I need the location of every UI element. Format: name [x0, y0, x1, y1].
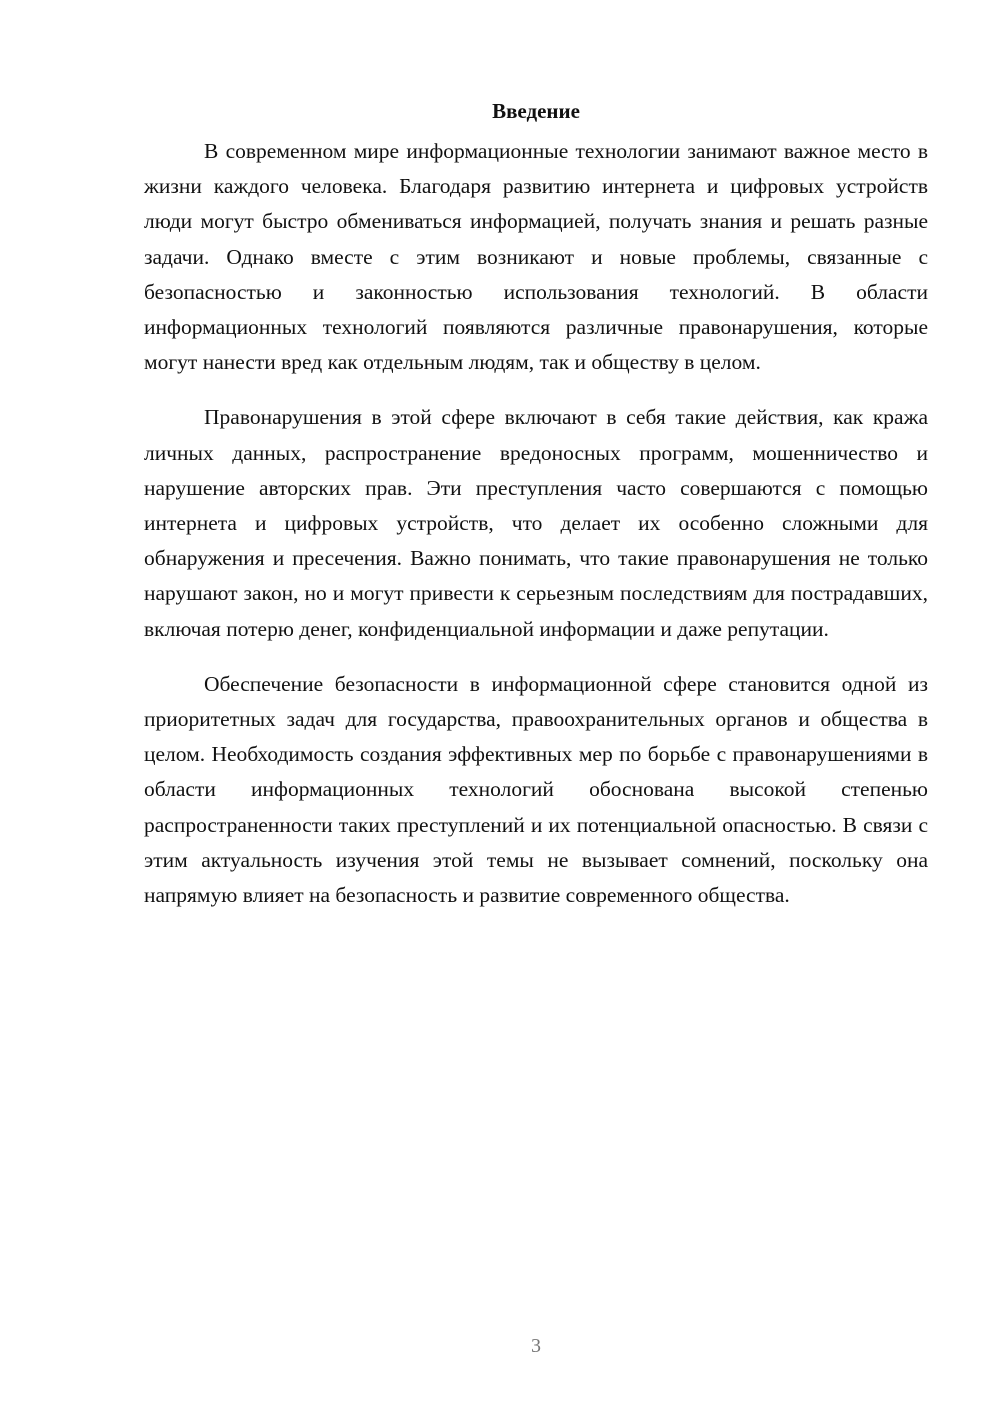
document-body: [144, 96, 928, 933]
paragraph-2: Правонарушения в этой сфере включают в себя такие действия, как кража личных данных, распространение вредоносных программ, мошенничество и нарушение авторских прав. Эти преступления часто совершаются с помощью интернета и цифровых устройств, что делает их особенно сложными для обнаружения и пресечения. Важно понимать, что такие правонарушения не только нарушают закон, но и могут привести к серьезным последствиям для пострадавших, включая потерю денег, конфиденциальной информации и даже репутации.: [144, 405, 928, 641]
paragraph-3: Обеспечение безопасности в информационной сфере становится одной из приоритетных задач для государства, правоохранительных органов и общества в целом. Необходимость создания эффективных мер по борьбе с правонарушениями в области информационных технологий обоснована высокой степенью распространенности таких преступлений и их потенциальной опасностью. В связи с этим актуальность изучения этой темы не вызывает сомнений, поскольку она напрямую влияет на безопасность и развитие современного общества.: [144, 671, 928, 908]
section-title: Введение: [492, 99, 580, 123]
page-number: 3: [531, 1335, 541, 1357]
paragraph-1: В современном мире информационные технологии занимают важное место в жизни каждого человека. Благодаря развитию интернета и цифровых устройств люди могут быстро обмениваться информацией, получать знания и решать разные задачи. Однако вместе с этим возникают и новые проблемы, связанные с безопасностью и законностью использования технологий. В области информационных технологий появляются различные правонарушения, которые могут нанести вред как отдельным людям, так и обществу в целом.: [144, 139, 928, 375]
